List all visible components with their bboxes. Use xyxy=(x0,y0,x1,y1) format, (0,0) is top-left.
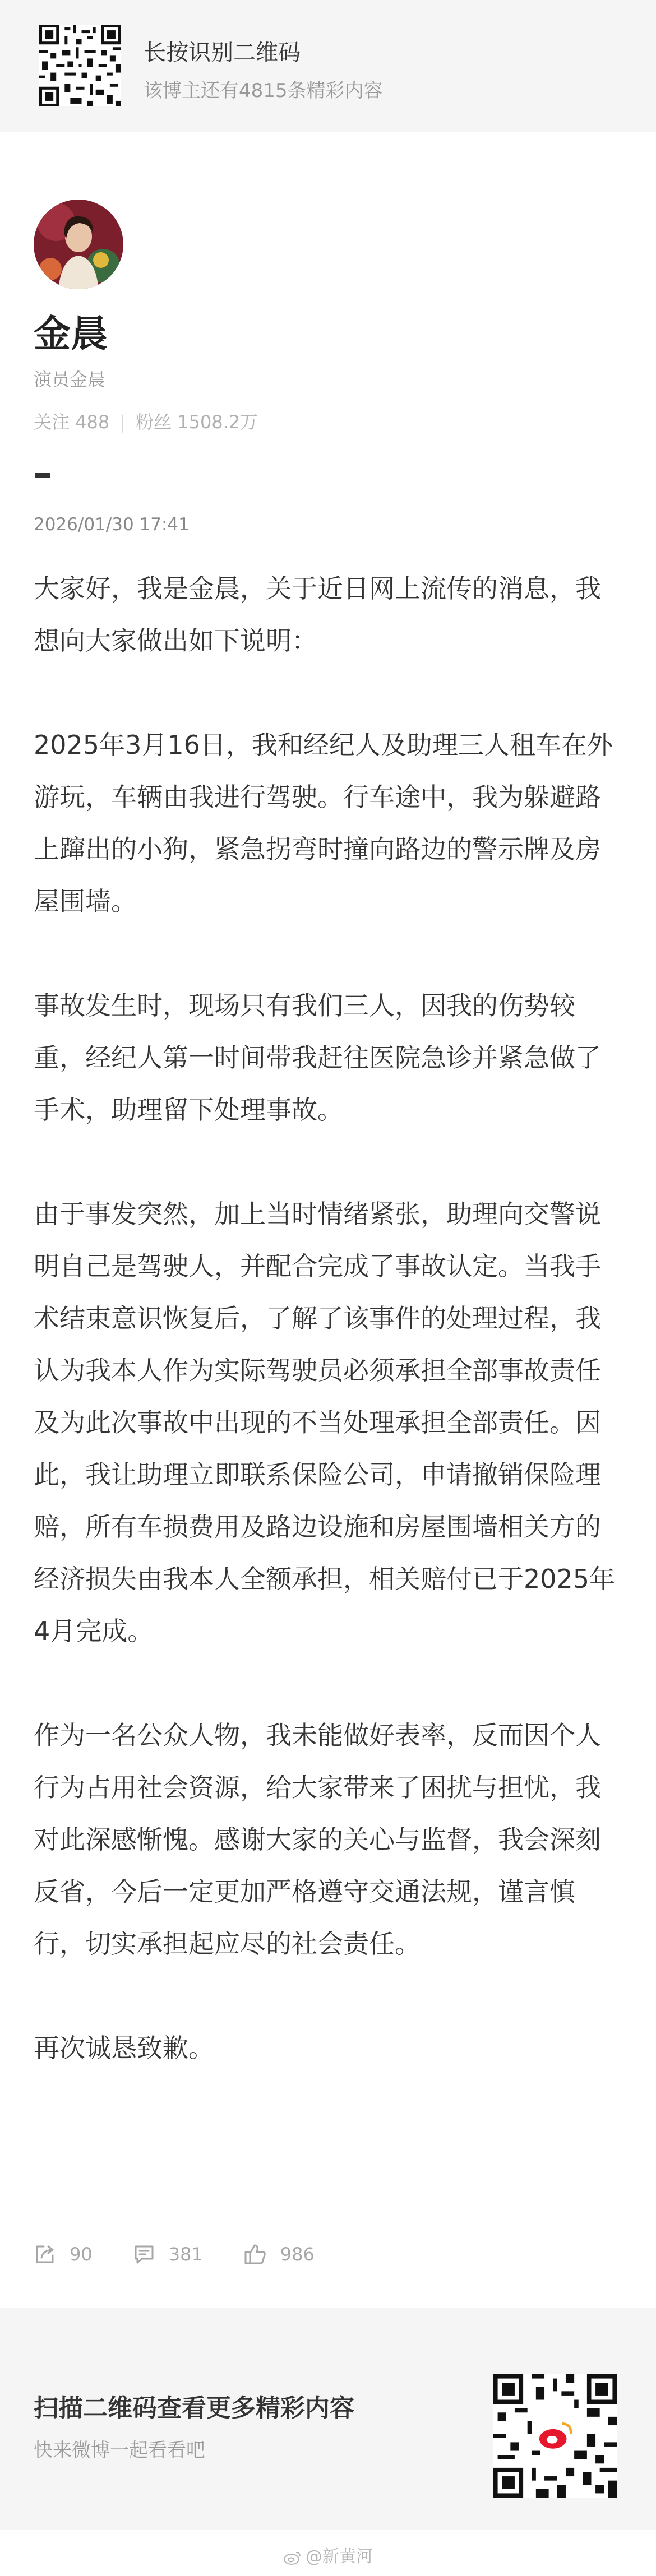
repost-icon xyxy=(34,2243,56,2265)
post-paragraph: 事故发生时，现场只有我们三人，因我的伤势较重，经纪人第一时间带我赶往医院急诊并紧急做了手术，助理留下处理事故。 xyxy=(34,990,601,1125)
comment-count: 381 xyxy=(168,2244,203,2265)
post-actions xyxy=(34,2236,355,2272)
profile-stats xyxy=(34,408,258,434)
profile-name[interactable]: 金晨 xyxy=(34,312,108,355)
post-timestamp: 2026/01/30 17:41 xyxy=(34,515,190,535)
section-divider xyxy=(35,473,50,478)
repost-button[interactable] xyxy=(34,2243,93,2265)
qr-banner-top xyxy=(0,0,656,132)
followers-count[interactable]: 粉丝 1508.2万 xyxy=(136,411,258,433)
comment-button[interactable] xyxy=(133,2243,203,2265)
like-button[interactable] xyxy=(243,2243,315,2265)
post-paragraph: 2025年3月16日，我和经纪人及助理三人租车在外游玩，车辆由我进行驾驶。行车途中，我为躲避路上蹿出的小狗，紧急拐弯时撞向路边的警示牌及房屋围墙。 xyxy=(34,730,613,916)
qr-banner-bottom xyxy=(0,2308,656,2530)
post-content xyxy=(34,563,623,2126)
like-count: 986 xyxy=(280,2244,315,2265)
qr-footer-title: 扫描二维码查看更多精彩内容 xyxy=(34,2394,354,2422)
qr-banner-title: 长按识别二维码 xyxy=(144,40,301,66)
qr-footer-subtitle: 快来微博一起看看吧 xyxy=(34,2439,205,2462)
post-paragraph: 作为一名公众人物，我未能做好表率，反而因个人行为占用社会资源，给大家带来了困扰与担忧，我对此深感惭愧。感谢大家的关心与监督，我会深刻反省，今后一定更加严格遵守交通法规，谨言慎行，切实承担起应尽的社会责任。 xyxy=(34,1720,601,1959)
comment-icon xyxy=(133,2243,155,2265)
credit-text: @新黄河 xyxy=(306,2547,373,2566)
weibo-logo-icon xyxy=(283,2550,302,2565)
watermark-credit xyxy=(0,2542,656,2567)
like-icon xyxy=(243,2243,267,2265)
stats-separator: | xyxy=(119,411,126,433)
post-paragraph: 大家好，我是金晨，关于近日网上流传的消息，我想向大家做出如下说明： xyxy=(34,573,601,656)
repost-count: 90 xyxy=(70,2244,93,2265)
post-paragraph: 由于事发突然，加上当时情绪紧张，助理向交警说明自己是驾驶人，并配合完成了事故认定。当我手术结束意识恢复后，了解了该事件的处理过程，我认为我本人作为实际驾驶员必须承担全部事故责任及为此次事故中出现的不当处理承担全部责任。因此，我让助理立即联系保险公司，申请撤销保险理赔，所有车损费用及路边设施和房屋围墙相关方的经济损失由我本人全额承担，相关赔付已于2025年4月完成。 xyxy=(34,1199,616,1646)
qr-code-icon xyxy=(493,2374,617,2498)
avatar[interactable] xyxy=(34,200,123,289)
profile-bio: 演员金晨 xyxy=(34,369,106,390)
following-count[interactable]: 关注 488 xyxy=(34,411,110,433)
qr-banner-subtitle: 该博主还有4815条精彩内容 xyxy=(144,80,383,102)
qr-code-icon xyxy=(39,25,121,106)
post-paragraph: 再次诚恳致歉。 xyxy=(34,2033,214,2063)
